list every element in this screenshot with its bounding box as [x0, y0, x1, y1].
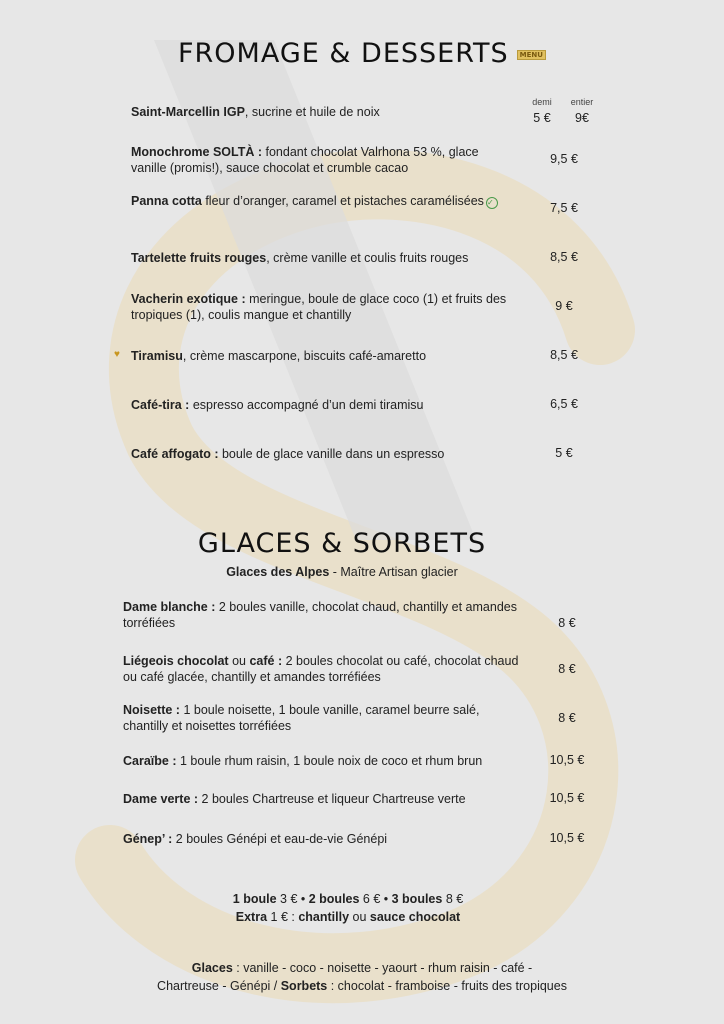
bold-text: Noisette : — [123, 703, 184, 717]
text: ou — [352, 910, 370, 924]
bold-text: 1 boule — [232, 892, 281, 906]
text: , crème vanille et coulis fruits rouges — [266, 251, 469, 265]
price-column-headers — [522, 97, 602, 107]
text: ou — [232, 654, 250, 668]
price-demi: 5 € — [533, 111, 551, 125]
text: espresso accompagné d’un demi tiramisu — [192, 398, 424, 412]
bold-text: 2 boules — [308, 892, 363, 906]
bold-text: Extra — [235, 910, 271, 924]
dessert-item — [131, 193, 516, 209]
bold-text: Dame verte : — [123, 792, 202, 806]
text: Chartreuse - Génépi / — [157, 979, 281, 993]
bold-text: Sorbets — [280, 979, 328, 993]
bold-text: Dame blanche : — [123, 600, 219, 614]
glace-price: 10,5 € — [549, 831, 585, 845]
text: 8 € — [445, 892, 464, 906]
text: 1 boule noisette, 1 boule vanille, caramel beurre salé, chantilly et noisettes torréfiées — [123, 703, 480, 733]
bold-text: Saint-Marcellin IGP — [131, 105, 245, 119]
dessert-item — [131, 348, 516, 364]
bold-text: Panna cotta — [131, 194, 206, 208]
text: boule de glace vanille dans un espresso — [221, 447, 445, 461]
text: 2 boules Génépi et eau-de-vie Génépi — [175, 832, 388, 846]
text: fleur d’oranger, caramel et pistaches caramélisées — [205, 194, 484, 208]
text: : chocolat - framboise - fruits des tropiques — [327, 979, 567, 993]
glace-price: 10,5 € — [549, 753, 585, 767]
bold-text: sauce chocolat — [369, 910, 461, 924]
bold-text: Tartelette fruits rouges — [131, 251, 267, 265]
glace-item — [123, 599, 528, 631]
bold-text: Glaces — [191, 961, 233, 975]
text: 1 € : — [270, 910, 299, 924]
bold-text: Liégeois chocolat — [123, 654, 233, 668]
text: , crème mascarpone, biscuits café-amaretto — [182, 349, 427, 363]
dessert-price: 6,5 € — [550, 397, 578, 411]
dessert-item — [131, 144, 516, 176]
footer-line4 — [0, 977, 724, 995]
glace-price: 10,5 € — [549, 791, 585, 805]
glace-item — [123, 753, 528, 769]
text: 6 € • — [362, 892, 392, 906]
subtitle-bold: Glaces des Alpes — [226, 565, 330, 579]
col-entier: entier — [570, 97, 594, 107]
menu-badge: MENU — [517, 50, 546, 60]
dessert-price: 8,5 € — [550, 348, 578, 362]
bold-text: Vacherin exotique : — [131, 292, 250, 306]
glaces-subtitle — [0, 565, 684, 579]
dessert-item — [131, 250, 516, 266]
bold-text: Café-tira : — [131, 398, 193, 412]
vegetarian-check-icon: ✓ — [486, 197, 498, 209]
bold-text: café : — [249, 654, 286, 668]
dessert-price: 9 € — [555, 299, 573, 313]
bold-text: 3 boules — [391, 892, 446, 906]
text: 2 boules vanille, chocolat chaud, chantilly et amandes torréfiées — [123, 600, 517, 630]
dessert-price: 8,5 € — [550, 250, 578, 264]
desserts-title-text: FROMAGE & DESSERTS — [178, 38, 509, 69]
footer-line3 — [0, 959, 724, 977]
bold-text: Génep’ : — [123, 832, 176, 846]
bold-text: Café affogato : — [131, 447, 222, 461]
footer-line2 — [0, 908, 710, 926]
glace-item — [123, 702, 528, 734]
text: fondant chocolat Valrhona 53 %, glace vanille (promis!), sauce chocolat et crumble cacao — [131, 145, 479, 175]
bold-text: Caraïbe : — [123, 754, 180, 768]
subtitle-rest: - Maître Artisan glacier — [329, 565, 458, 579]
dessert-price: 5 € — [555, 446, 573, 460]
dessert-item — [131, 446, 516, 462]
desserts-title — [0, 38, 724, 69]
dessert-item — [131, 104, 516, 120]
glace-price: 8 € — [558, 616, 576, 630]
glace-price: 8 € — [558, 711, 576, 725]
glace-item — [123, 831, 528, 847]
text: 2 boules chocolat ou café, chocolat chaud ou café glacée, chantilly et amandes torréfiées — [123, 654, 519, 684]
dessert-price: 7,5 € — [550, 201, 578, 215]
glaces-title: GLACES & SORBETS — [197, 528, 487, 559]
col-demi: demi — [532, 97, 552, 107]
heart-icon: ♥ — [114, 349, 120, 360]
text: , sucrine et huile de noix — [244, 105, 380, 119]
bold-text: chantilly — [298, 910, 353, 924]
cheese-prices — [522, 111, 602, 125]
dessert-item — [131, 397, 516, 413]
text: : vanille - coco - noisette - yaourt - rhum raisin - café - — [232, 961, 533, 975]
dessert-item — [131, 291, 516, 323]
text: 2 boules Chartreuse et liqueur Chartreuse verte — [201, 792, 466, 806]
text: 1 boule rhum raisin, 1 boule noix de coco et rhum brun — [179, 754, 483, 768]
glace-price: 8 € — [558, 662, 576, 676]
bold-text: Monochrome SOLTÀ : — [131, 145, 266, 159]
text: meringue, boule de glace coco (1) et fruits des tropiques (1), coulis mangue et chantilly — [131, 292, 507, 322]
price-entier: 9€ — [575, 111, 589, 125]
glace-item — [123, 653, 528, 685]
text: 3 € • — [280, 892, 309, 906]
glace-item — [123, 791, 528, 807]
dessert-price: 9,5 € — [550, 152, 578, 166]
footer-line1 — [0, 890, 710, 908]
bold-text: Tiramisu — [131, 349, 183, 363]
